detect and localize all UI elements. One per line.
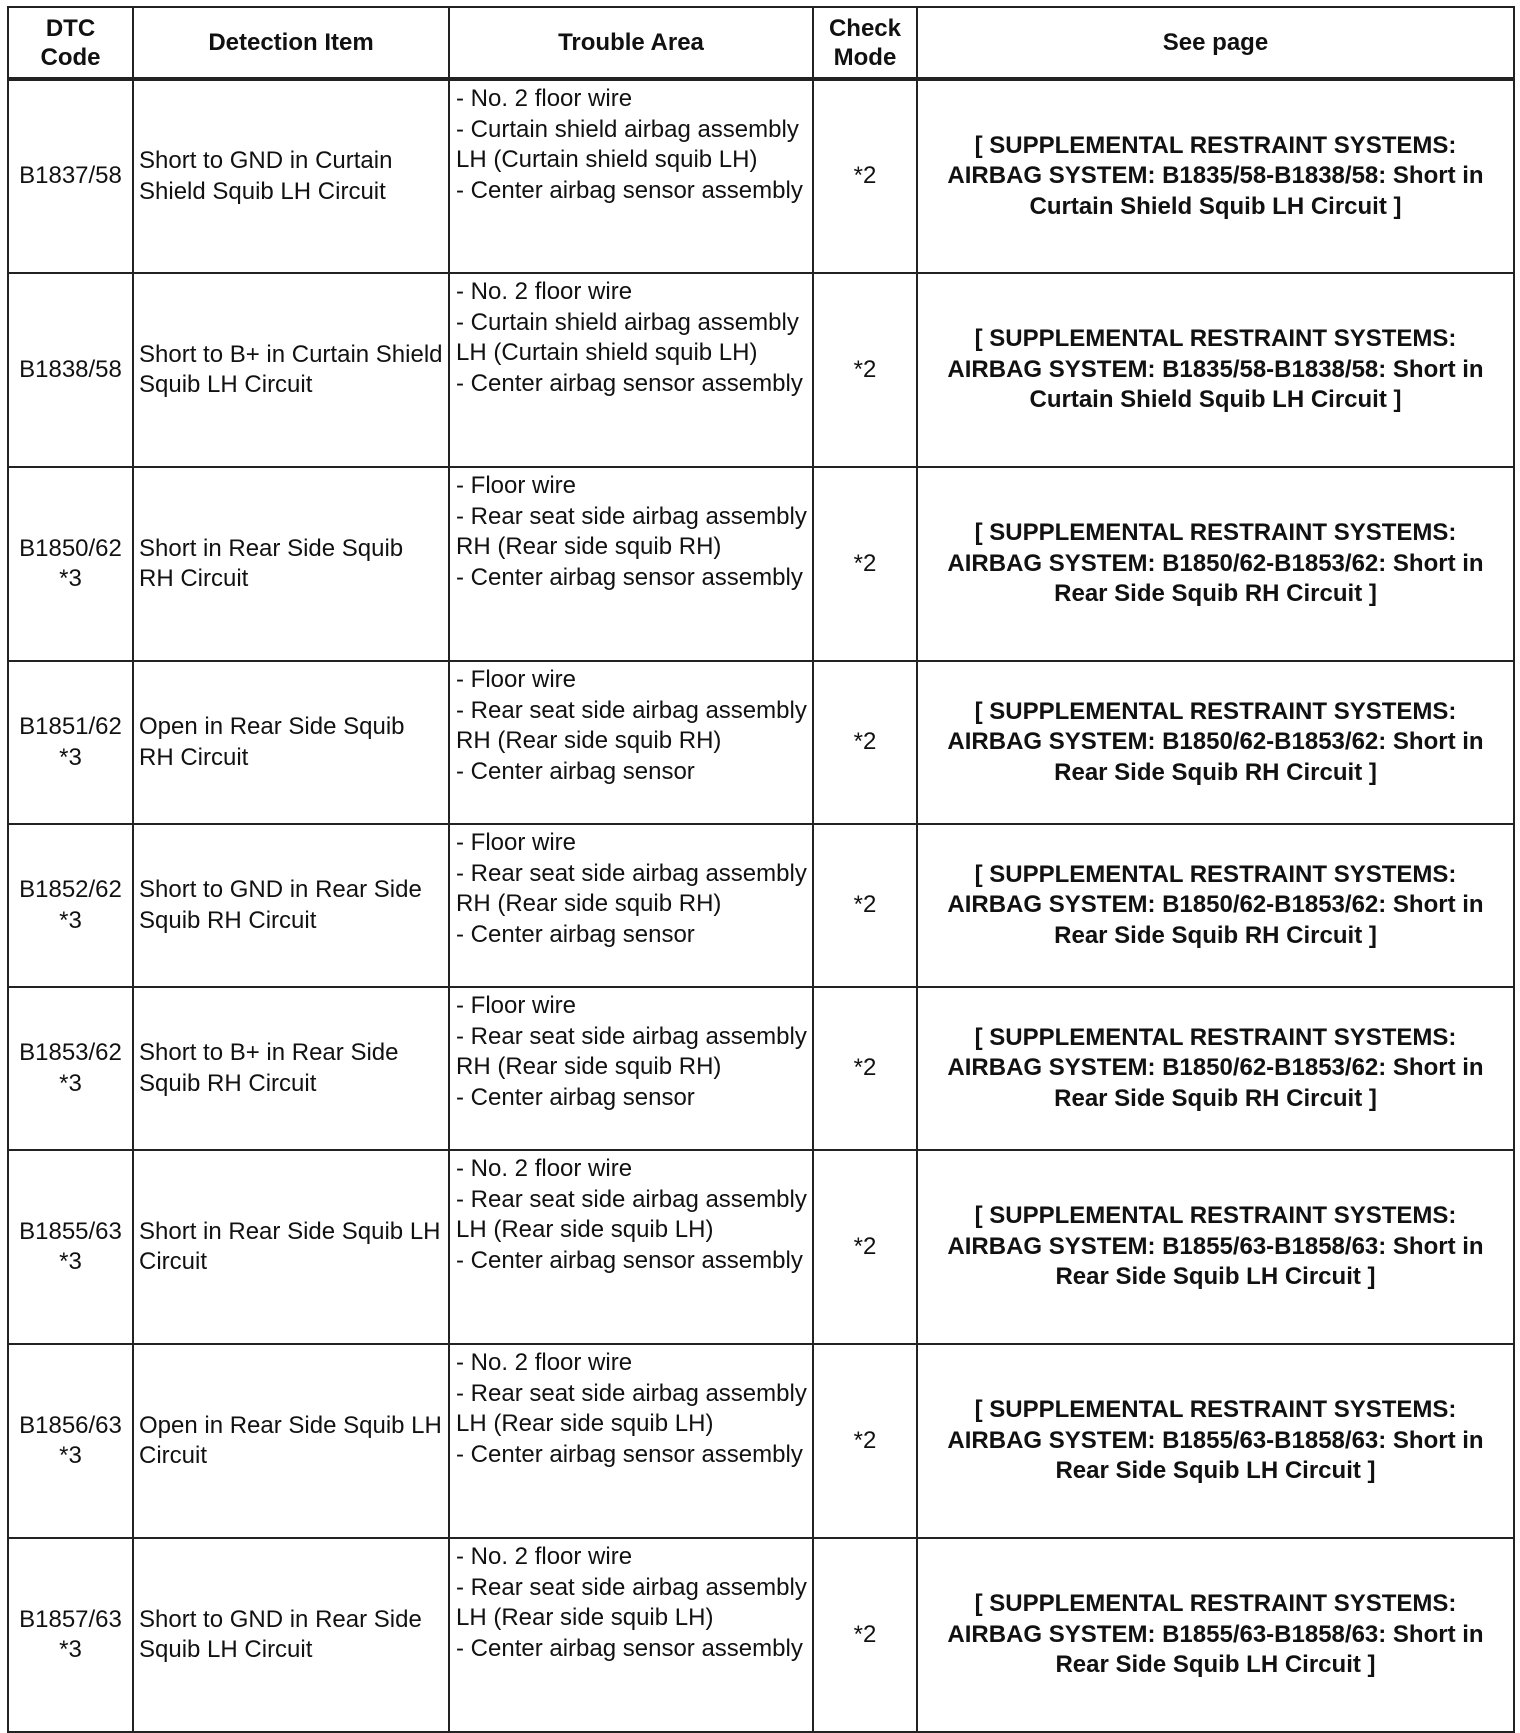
trouble-area-item: - Center airbag sensor assembly: [456, 563, 803, 591]
header-dtc-code: DTC Code: [8, 7, 133, 79]
detection-item: Short to GND in Rear Side Squib RH Circuit: [133, 824, 449, 987]
trouble-area-item: - Center airbag sensor assembly: [456, 369, 803, 397]
trouble-area-list: [456, 1151, 808, 1341]
see-page-link[interactable]: [ SUPPLEMENTAL RESTRAINT SYSTEMS: AIRBAG SYSTEM: B1835/58-B1838/58: Short in Curtain Shield Squib LH Circuit ]: [917, 79, 1514, 273]
trouble-area-list: [456, 468, 808, 658]
trouble-area: [449, 661, 813, 824]
check-mode: *2: [813, 661, 917, 824]
trouble-area-item: - Center airbag sensor: [456, 1083, 695, 1111]
dtc-code: B1856/63: [19, 1411, 122, 1439]
trouble-area: [449, 79, 813, 273]
dtc-code-cell: [8, 1150, 133, 1344]
trouble-area-item: - Rear seat side airbag assembly LH (Rear side squib LH): [456, 1573, 807, 1631]
trouble-area-item: - Rear seat side airbag assembly RH (Rear side squib RH): [456, 502, 807, 560]
trouble-area-item: - Center airbag sensor assembly: [456, 176, 803, 204]
trouble-area-item: - Curtain shield airbag assembly LH (Curtain shield squib LH): [456, 115, 799, 173]
trouble-area-list: [456, 825, 808, 984]
trouble-area-item: - No. 2 floor wire: [456, 1155, 633, 1182]
trouble-area: [449, 824, 813, 987]
trouble-area-item: - Center airbag sensor assembly: [456, 1634, 803, 1662]
see-page-link[interactable]: [ SUPPLEMENTAL RESTRAINT SYSTEMS: AIRBAG SYSTEM: B1850/62-B1853/62: Short in Rear Side Squib RH Circuit ]: [917, 661, 1514, 824]
table-row: [8, 661, 1514, 824]
detection-item: Short to B+ in Curtain Shield Squib LH Circuit: [133, 273, 449, 467]
see-page-link[interactable]: [ SUPPLEMENTAL RESTRAINT SYSTEMS: AIRBAG SYSTEM: B1850/62-B1853/62: Short in Rear Side Squib RH Circuit ]: [917, 987, 1514, 1150]
detection-item: Short in Rear Side Squib LH Circuit: [133, 1150, 449, 1344]
dtc-code-cell: [8, 79, 133, 273]
dtc-code-note: *3: [59, 743, 82, 771]
dtc-code-cell: [8, 661, 133, 824]
trouble-area-list: [456, 81, 808, 271]
trouble-area: [449, 273, 813, 467]
dtc-code: B1837/58: [19, 162, 122, 190]
detection-item: Short to B+ in Rear Side Squib RH Circuit: [133, 987, 449, 1150]
dtc-code: B1852/62: [19, 876, 122, 903]
check-mode: *2: [813, 1344, 917, 1538]
detection-item: Open in Rear Side Squib LH Circuit: [133, 1344, 449, 1538]
dtc-code-cell: [8, 273, 133, 467]
table-body: [8, 79, 1514, 1732]
trouble-area: [449, 987, 813, 1150]
dtc-code-cell: [8, 987, 133, 1150]
trouble-area: [449, 1538, 813, 1732]
dtc-code-note: *3: [59, 1069, 82, 1097]
header-check-mode: Check Mode: [813, 7, 917, 79]
dtc-code: B1855/63: [19, 1217, 122, 1245]
trouble-area-item: - Curtain shield airbag assembly LH (Curtain shield squib LH): [456, 308, 799, 366]
trouble-area-item: - Rear seat side airbag assembly RH (Rear side squib RH): [456, 859, 807, 917]
header-detection-item: Detection Item: [133, 7, 449, 79]
trouble-area-item: - No. 2 floor wire: [456, 1349, 633, 1376]
trouble-area-item: - Rear seat side airbag assembly RH (Rear side squib RH): [456, 1022, 807, 1080]
dtc-code-note: *3: [59, 565, 82, 592]
trouble-area-item: - No. 2 floor wire: [456, 1543, 633, 1570]
see-page-link[interactable]: [ SUPPLEMENTAL RESTRAINT SYSTEMS: AIRBAG SYSTEM: B1855/63-B1858/63: Short in Rear Side Squib LH Circuit ]: [917, 1344, 1514, 1538]
table-row: [8, 987, 1514, 1150]
trouble-area-item: - Center airbag sensor assembly: [456, 1440, 803, 1468]
trouble-area-item: - Center airbag sensor assembly: [456, 1246, 803, 1274]
trouble-area-item: - Rear seat side airbag assembly LH (Rear side squib LH): [456, 1379, 807, 1437]
trouble-area: [449, 1150, 813, 1344]
header-see-page: See page: [917, 7, 1514, 79]
dtc-code: B1853/62: [19, 1039, 122, 1066]
dtc-code-cell: [8, 467, 133, 661]
detection-item: Short to GND in Curtain Shield Squib LH Circuit: [133, 79, 449, 273]
table-row: [8, 1344, 1514, 1538]
table-header: [8, 7, 1514, 79]
dtc-code-cell: [8, 824, 133, 987]
trouble-area-list: [456, 662, 808, 821]
dtc-code: B1857/63: [19, 1605, 122, 1633]
trouble-area-item: - Center airbag sensor: [456, 920, 695, 948]
check-mode: *2: [813, 467, 917, 661]
check-mode: *2: [813, 824, 917, 987]
see-page-link[interactable]: [ SUPPLEMENTAL RESTRAINT SYSTEMS: AIRBAG SYSTEM: B1855/63-B1858/63: Short in Rear Side Squib LH Circuit ]: [917, 1538, 1514, 1732]
see-page-link[interactable]: [ SUPPLEMENTAL RESTRAINT SYSTEMS: AIRBAG SYSTEM: B1835/58-B1838/58: Short in Curtain Shield Squib LH Circuit ]: [917, 273, 1514, 467]
dtc-code-note: *3: [59, 1248, 82, 1275]
trouble-area: [449, 467, 813, 661]
check-mode: *2: [813, 987, 917, 1150]
header-row: [8, 7, 1514, 79]
check-mode: *2: [813, 79, 917, 273]
dtc-code-cell: [8, 1538, 133, 1732]
trouble-area-item: - Rear seat side airbag assembly RH (Rear side squib RH): [456, 696, 807, 754]
dtc-code: B1851/62: [19, 713, 122, 740]
check-mode: *2: [813, 1538, 917, 1732]
trouble-area-list: [456, 988, 808, 1147]
trouble-area-item: - No. 2 floor wire: [456, 85, 633, 112]
table-row: [8, 1538, 1514, 1732]
trouble-area-list: [456, 1539, 808, 1729]
trouble-area-item: - Floor wire: [456, 666, 577, 693]
trouble-area-item: - No. 2 floor wire: [456, 278, 633, 305]
check-mode: *2: [813, 1150, 917, 1344]
trouble-area-item: - Center airbag sensor: [456, 757, 695, 785]
table-row: [8, 824, 1514, 987]
detection-item: Open in Rear Side Squib RH Circuit: [133, 661, 449, 824]
detection-item: Short in Rear Side Squib RH Circuit: [133, 467, 449, 661]
table-row: [8, 467, 1514, 661]
dtc-code: B1838/58: [19, 355, 122, 383]
dtc-code-note: *3: [59, 1636, 82, 1663]
see-page-link[interactable]: [ SUPPLEMENTAL RESTRAINT SYSTEMS: AIRBAG SYSTEM: B1850/62-B1853/62: Short in Rear Side Squib RH Circuit ]: [917, 824, 1514, 987]
trouble-area: [449, 1344, 813, 1538]
check-mode: *2: [813, 273, 917, 467]
trouble-area-item: - Floor wire: [456, 472, 577, 499]
detection-item: Short to GND in Rear Side Squib LH Circuit: [133, 1538, 449, 1732]
trouble-area-list: [456, 274, 808, 464]
table-row: [8, 79, 1514, 273]
see-page-link[interactable]: [ SUPPLEMENTAL RESTRAINT SYSTEMS: AIRBAG SYSTEM: B1850/62-B1853/62: Short in Rear Side Squib RH Circuit ]: [917, 467, 1514, 661]
table-row: [8, 273, 1514, 467]
trouble-area-item: - Floor wire: [456, 829, 577, 856]
trouble-area-item: - Rear seat side airbag assembly LH (Rear side squib LH): [456, 1185, 807, 1243]
trouble-area-item: - Floor wire: [456, 992, 577, 1019]
trouble-area-list: [456, 1345, 808, 1535]
table-row: [8, 1150, 1514, 1344]
see-page-link[interactable]: [ SUPPLEMENTAL RESTRAINT SYSTEMS: AIRBAG SYSTEM: B1855/63-B1858/63: Short in Rear Side Squib LH Circuit ]: [917, 1150, 1514, 1344]
header-trouble-area: Trouble Area: [449, 7, 813, 79]
dtc-table: [7, 6, 1515, 1733]
dtc-code-cell: [8, 1344, 133, 1538]
dtc-code-note: *3: [59, 1442, 82, 1469]
dtc-code-note: *3: [59, 906, 82, 934]
dtc-code: B1850/62: [19, 534, 122, 562]
